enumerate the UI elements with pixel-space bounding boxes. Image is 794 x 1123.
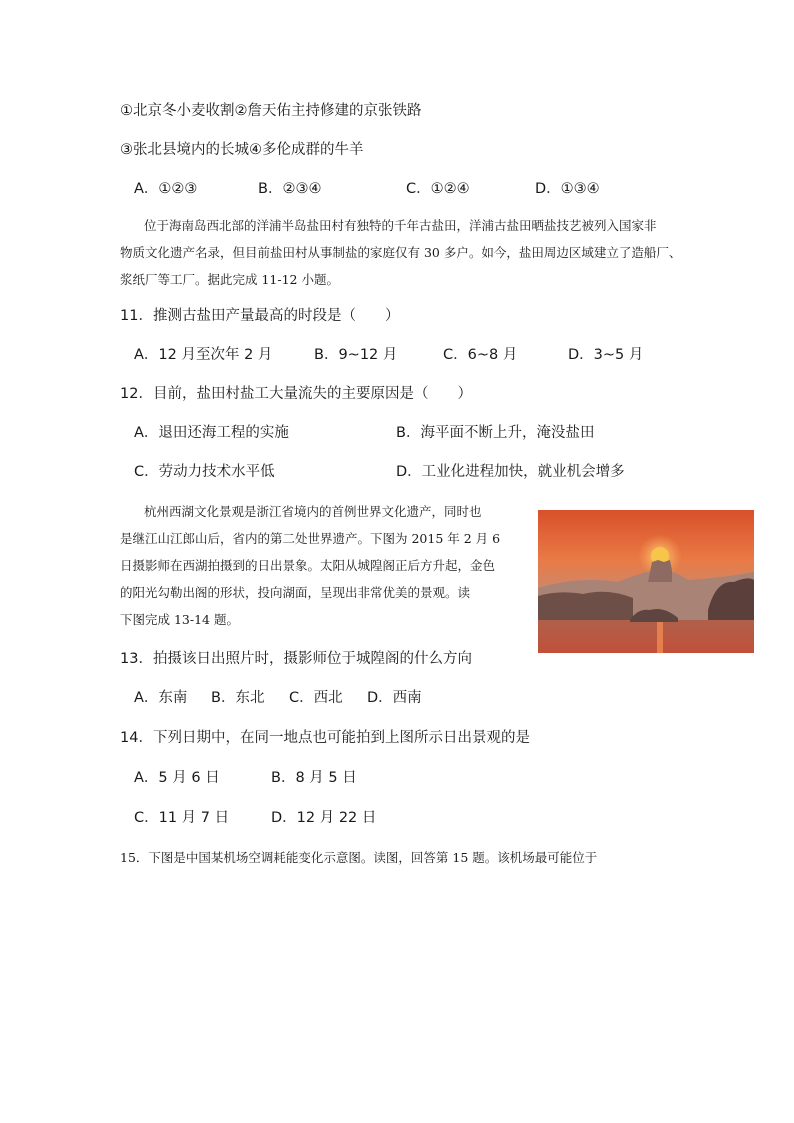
q10-option-c: C．①②④ xyxy=(406,181,470,197)
passage-west-lake xyxy=(120,498,530,633)
q10-statement-1: ①北京冬小麦收割②詹天佑主持修建的京张铁路 xyxy=(120,103,422,119)
q10-option-b: B．②③④ xyxy=(258,181,322,197)
q12-option-a: A．退田还海工程的实施 xyxy=(134,425,289,441)
q11-option-b: B．9~12 月 xyxy=(314,347,398,363)
passage-salt-line-2: 物质文化遗产名录，但目前盐田村从事制盐的家庭仅有 30 多户。如今，盐田周边区域建立了造船厂、 xyxy=(120,245,682,260)
passage-lake-line-3: 日摄影师在西湖拍摄到的日出景象。太阳从城隍阁正后方升起，金色 xyxy=(120,558,496,573)
q12-option-d: D．工业化进程加快，就业机会增多 xyxy=(396,464,625,480)
q11-option-a: A．12 月至次年 2 月 xyxy=(134,347,273,363)
q13-option-b: B．东北 xyxy=(211,690,265,706)
q14-option-c: C．11 月 7 日 xyxy=(134,810,230,826)
q11-stem: 11．推测古盐田产量最高的时段是（ ） xyxy=(120,308,400,324)
q11-option-d: D．3~5 月 xyxy=(568,347,644,363)
passage-salt-line-1: 位于海南岛西北部的洋浦半岛盐田村有独特的千年古盐田，洋浦古盐田晒盐技艺被列入国家非 xyxy=(144,218,657,233)
passage-salt-field xyxy=(120,212,681,293)
passage-lake-line-5: 下图完成 13-14 题。 xyxy=(120,612,239,627)
passage-lake-line-4: 的阳光勾勒出阁的形状，投向湖面，呈现出非常优美的景观。读 xyxy=(120,585,471,600)
q13-stem: 13．拍摄该日出照片时，摄影师位于城隍阁的什么方向 xyxy=(120,651,472,667)
q10-option-a: A．①②③ xyxy=(134,181,198,197)
q14-option-d: D．12 月 22 日 xyxy=(271,810,377,826)
q11-option-c: C．6~8 月 xyxy=(443,347,518,363)
q10-statement-2: ③张北县境内的长城④多伦成群的牛羊 xyxy=(120,142,364,158)
sunrise-photo xyxy=(538,510,754,653)
q14-stem: 14．下列日期中，在同一地点也可能拍到上图所示日出景观的是 xyxy=(120,730,530,746)
q14-option-b: B．8 月 5 日 xyxy=(271,770,357,786)
q15-stem: 15．下图是中国某机场空调耗能变化示意图。读图，回答第 15 题。该机场最可能位于 xyxy=(120,850,598,865)
q12-option-b: B．海平面不断上升，淹没盐田 xyxy=(396,425,595,441)
passage-lake-line-2: 是继江山江郎山后，省内的第二处世界遗产。下图为 2015 年 2 月 6 xyxy=(120,531,501,546)
passage-lake-line-1: 杭州西湖文化景观是浙江省境内的首例世界文化遗产，同时也 xyxy=(144,504,482,519)
q10-option-d: D．①③④ xyxy=(535,181,600,197)
q12-option-c: C．劳动力技术水平低 xyxy=(134,464,275,480)
passage-salt-line-3: 浆纸厂等工厂。据此完成 11-12 小题。 xyxy=(120,272,339,287)
q12-stem: 12．目前，盐田村盐工大量流失的主要原因是（ ） xyxy=(120,386,472,402)
q13-option-a: A．东南 xyxy=(134,690,188,706)
q13-option-d: D．西南 xyxy=(367,690,422,706)
q14-option-a: A．5 月 6 日 xyxy=(134,770,220,786)
q13-option-c: C．西北 xyxy=(289,690,343,706)
